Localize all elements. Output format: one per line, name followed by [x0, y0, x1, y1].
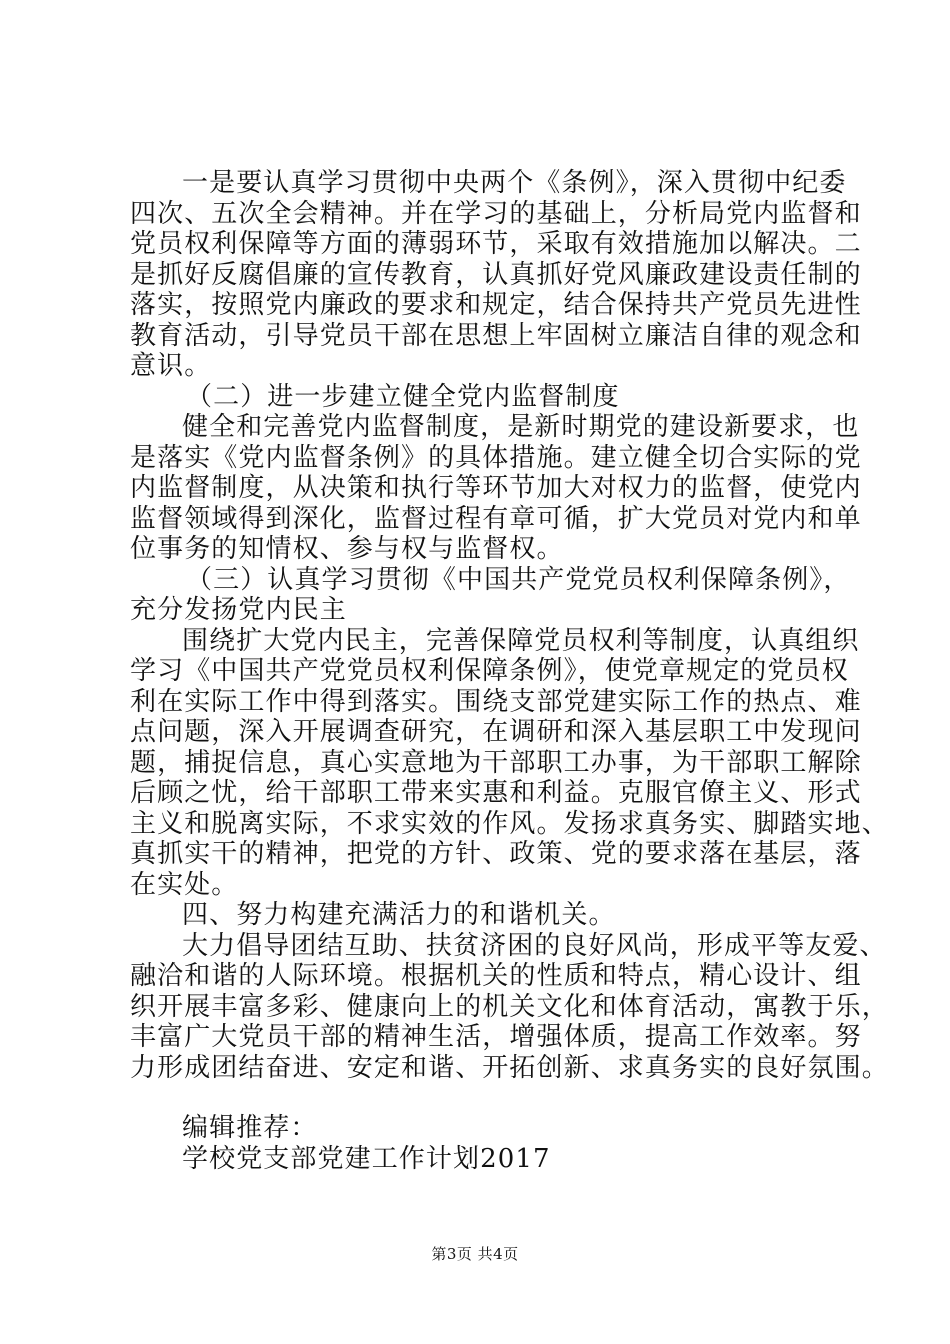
- text-line: 四次、五次全会精神。并在学习的基础上，分析局党内监督和: [130, 198, 862, 229]
- paragraph: [130, 625, 889, 901]
- paragraph: [130, 412, 862, 565]
- section-heading: [130, 564, 851, 626]
- section-heading: 四、努力构建充满活力的和谐机关。: [182, 900, 616, 930]
- paragraph: [130, 168, 862, 382]
- text-line: 监督领域得到深化，监督过程有章可循，扩大党员对党内和单: [130, 503, 862, 534]
- text-line: 是抓好反腐倡廉的宣传教育，认真抓好党风廉政建设责任制的: [130, 259, 862, 290]
- text-line: 内监督制度，从决策和执行等环节加大对权力的监督，使党内: [130, 473, 862, 503]
- text-line: 健全和完善党内监督制度，是新时期党的建设新要求，也: [182, 412, 860, 442]
- text-line: 教育活动，引导党员干部在思想上牢固树立廉洁自律的观念和: [130, 320, 862, 351]
- heading-line: （三）认真学习贯彻《中国共产党党员权利保障条例》，: [186, 564, 851, 595]
- recommend-label: 编辑推荐：: [182, 1113, 318, 1143]
- text-line: 真抓实干的精神，把党的方针、政策、党的要求落在基层，落: [130, 839, 862, 869]
- text-line: 题，捕捉信息，真心实意地为干部职工办事，为干部职工解除: [130, 747, 862, 778]
- spacer: [130, 1083, 830, 1113]
- text-line: 丰富广大党员干部的精神生活，增强体质，提高工作效率。努: [130, 1022, 862, 1052]
- text-line: 融洽和谐的人际环境。根据机关的性质和特点，精心设计、组: [130, 961, 862, 991]
- text-line: 主义和脱离实际，不求实效的作风。发扬求真务实、脚踏实地、: [130, 808, 889, 839]
- text-line: 意识。: [130, 351, 212, 381]
- recommend-link[interactable]: 学校党支部党建工作计划2017: [182, 1143, 551, 1174]
- text-line: 落实，按照党内廉政的要求和规定，结合保持共产党员先进性: [130, 290, 862, 320]
- text-line: 利在实际工作中得到落实。围绕支部党建实际工作的热点、难: [130, 686, 862, 717]
- text-line: 是落实《党内监督条例》的具体措施。建立健全切合实际的党: [130, 442, 862, 473]
- text-line: 学习《中国共产党党员权利保障条例》，使党章规定的党员权: [130, 656, 849, 686]
- page-footer: 第3页 共4页: [431, 1245, 519, 1263]
- paragraph: [130, 930, 889, 1084]
- text-line: 织开展丰富多彩、健康向上的机关文化和体育活动，寓教于乐，: [130, 991, 889, 1022]
- text-line: 大力倡导团结互助、扶贫济困的良好风尚，形成平等友爱、: [182, 930, 887, 961]
- text-line: 党员权利保障等方面的薄弱环节，采取有效措施加以解决。二: [130, 229, 862, 259]
- text-line: 一是要认真学习贯彻中央两个《条例》，深入贯彻中纪委: [182, 168, 847, 198]
- text-line: 力形成团结奋进、安定和谐、开拓创新、求真务实的良好氛围。: [130, 1052, 889, 1083]
- text-line: 围绕扩大党内民主，完善保障党员权利等制度，认真组织: [182, 625, 860, 656]
- text-line: 位事务的知情权、参与权与监督权。: [130, 534, 564, 564]
- section-heading: （二）进一步建立健全党内监督制度: [186, 381, 620, 412]
- document-body: [130, 168, 889, 1174]
- recommend-section: [130, 1113, 830, 1174]
- text-line: 点问题，深入开展调查研究，在调研和深入基层职工中发现问: [130, 717, 862, 747]
- text-line: 后顾之忧，给干部职工带来实惠和利益。克服官僚主义、形式: [130, 778, 862, 808]
- heading-line: 充分发扬党内民主: [130, 595, 347, 625]
- text-line: 在实处。: [130, 869, 239, 900]
